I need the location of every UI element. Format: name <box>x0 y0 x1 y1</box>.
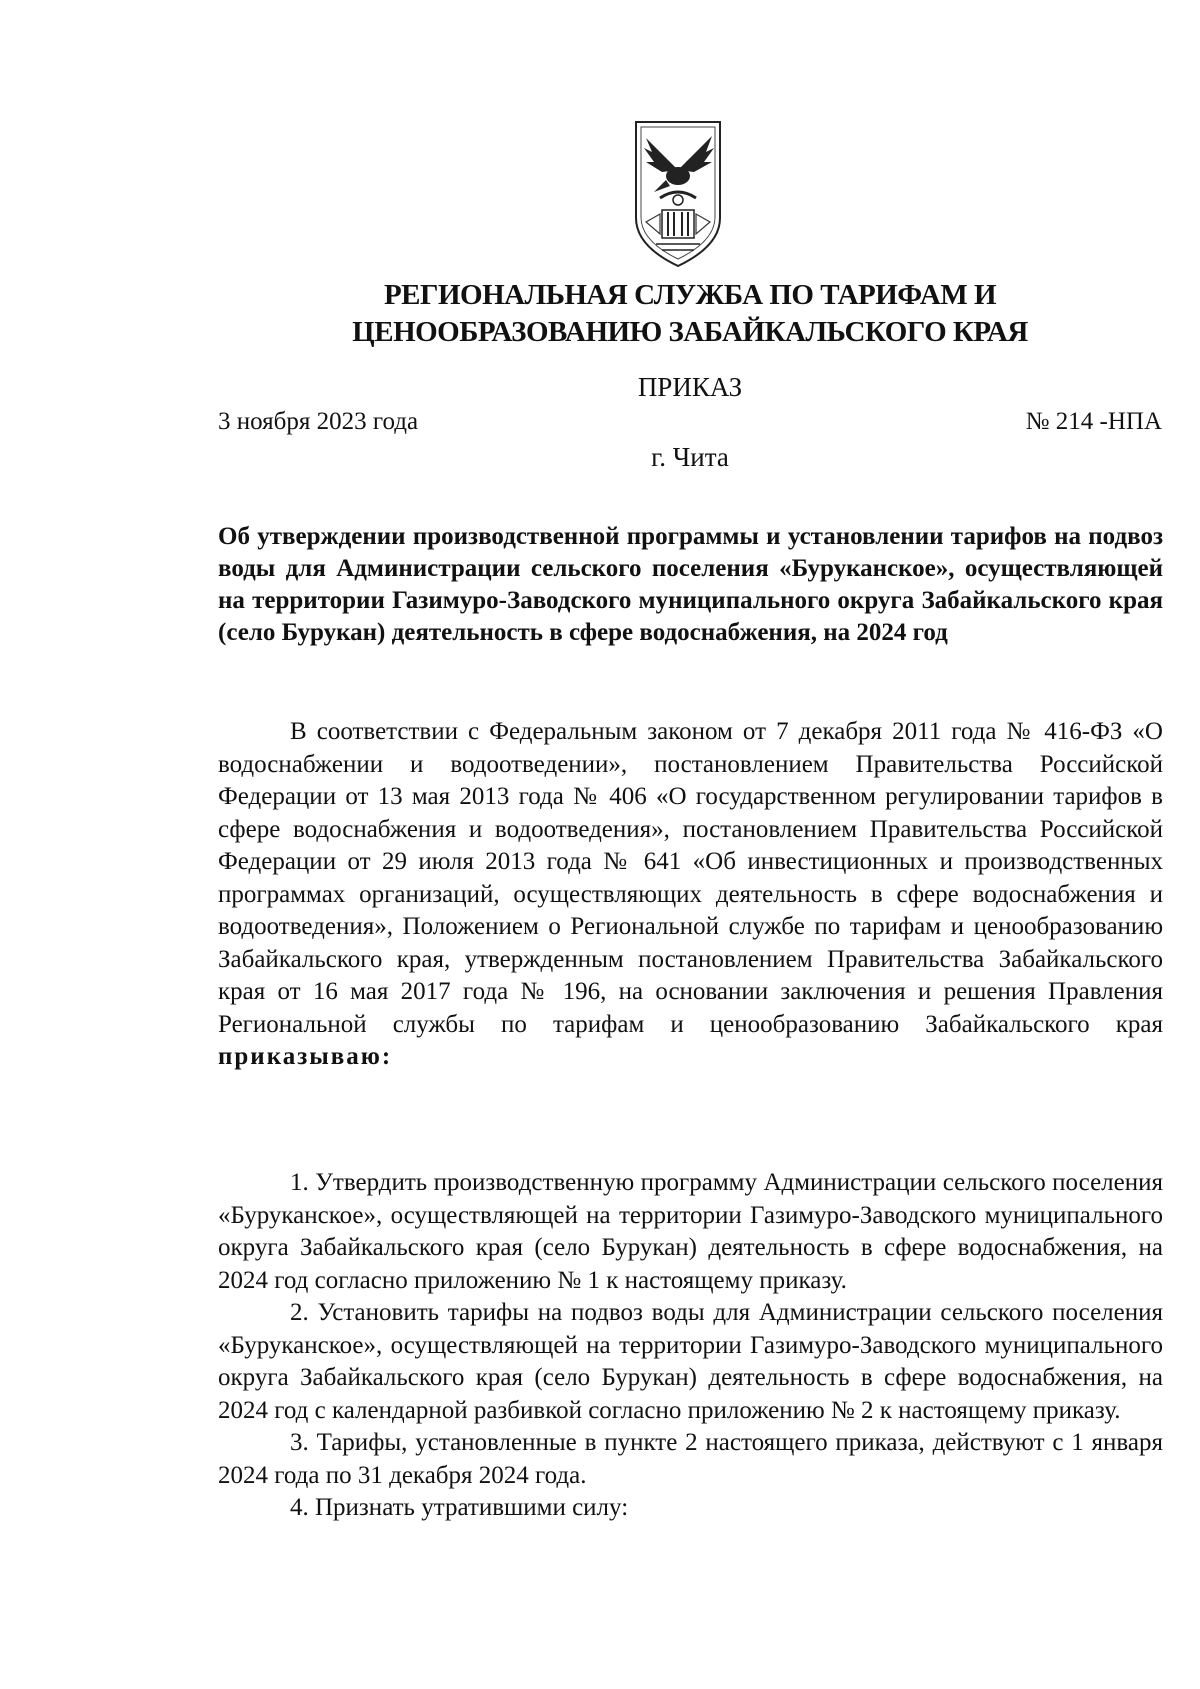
document-type: ПРИКАЗ <box>637 372 743 402</box>
order-item-2: 2. Установить тарифы на подвоз воды для Администрации сельского поселения «Буруканское», осуществляющей на территории Газимуро-Заводского муниципального округа Забайкальского края (село Бурукан) деятельность в сфере водоснабжения, на 2024 год с календарной разбивкой согласно приложению № 2 к настоящему приказу. <box>218 1299 1163 1424</box>
coat-of-arms-icon <box>632 118 724 270</box>
order-items <box>218 1167 1163 1525</box>
document-date: 3 ноября 2023 года <box>218 408 419 435</box>
document-city: г. Чита <box>651 442 729 472</box>
document-title: Об утверждении производственной программы и установлении тарифов на подвоз воды для Администрации сельского поселения «Буруканское», осуществляющей на территории Газимуро-Заводского муниципального округа Забайкальского края (село Бурукан) деятельность в сфере водоснабжения, на 2024 год <box>218 523 1163 646</box>
order-item-3: 3. Тарифы, установленные в пункте 2 настоящего приказа, действуют с 1 января 2024 года по 31 декабря 2024 года. <box>218 1429 1163 1489</box>
order-item-1: 1. Утвердить производственную программу Администрации сельского поселения «Буруканское», осуществляющей на территории Газимуро-Заводского муниципального округа Забайкальского края (село Бурукан) деятельность в сфере водоснабжения, на 2024 год согласно приложению № 1 к настоящему приказу. <box>218 1169 1163 1294</box>
agency-name-line-1: РЕГИОНАЛЬНАЯ СЛУЖБА ПО ТАРИФАМ И <box>383 279 997 311</box>
preamble-text: В соответствии с Федеральным законом от 7 декабря 2011 года № 416-ФЗ «О водоснабжении и водоотведении», постановлением Правительства Российской Федерации от 13 мая 2013 года № 406 «О государственном регулировании тарифов в сфере водоснабжения и водоотведения», постановлением Правительства Российской Федерации от 29 июля 2013 года № 641 «Об инвестиционных и производственных программах организаций, осуществляющих деятельность в сфере водоснабжения и водоотведения», Положением о Региональной службе по тарифам и ценообразованию Забайкальского края, утвержденным постановлением Правительства Забайкальского края от 16 мая 2017 года № 196, на основании заключения и решения Правления Региональной службы по тарифам и ценообразованию Забайкальского края <box>218 718 1163 1038</box>
preamble <box>218 716 1163 1074</box>
document-number: № 214 -НПА <box>1025 408 1162 435</box>
preamble-emphasis: приказываю: <box>218 1043 393 1070</box>
agency-name-line-2: ЦЕНООБРАЗОВАНИЮ ЗАБАЙКАЛЬСКОГО КРАЯ <box>352 316 1028 348</box>
order-item-4: 4. Признать утратившими силу: <box>290 1494 629 1521</box>
